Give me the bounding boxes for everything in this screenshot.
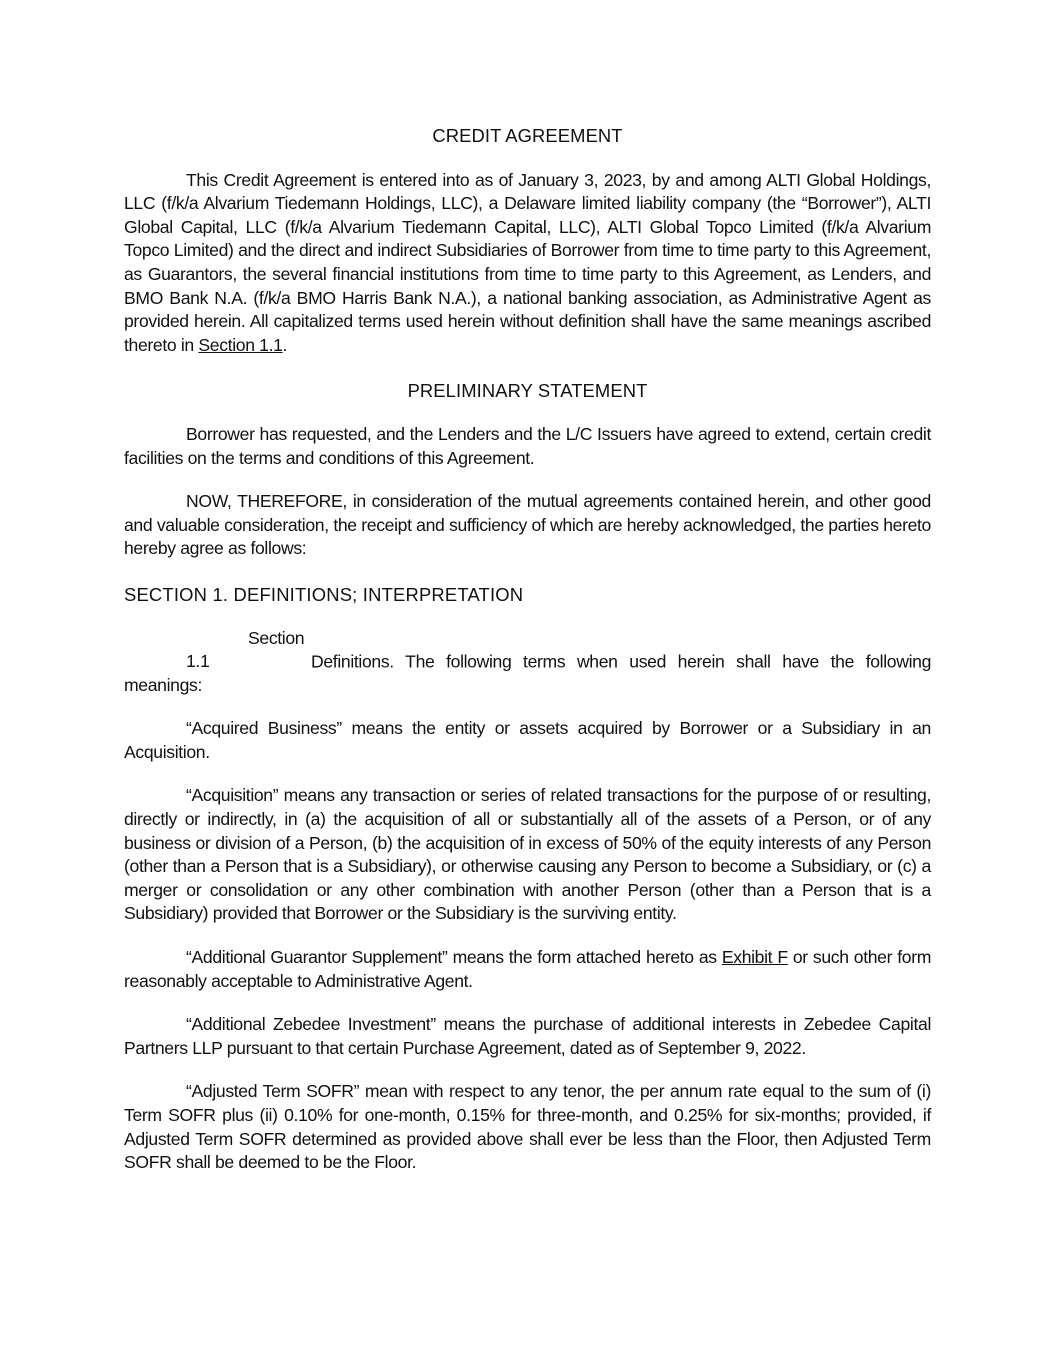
definition-text-end: or such other form reasonably acceptable to Administrative Agent. [124,947,932,991]
definition-acquisition: “Acquisition” means any transaction or series of related transactions for the purpose of or resulting, directly or indirectly, in (a) the acquisition of all or substantially all of the assets of a Person, or of any business or division of a Person, (b) the acquisition of in excess of 50% of the equity interests of any Person (other than a Person that is a Subsidiary), or otherwise causing any Person to become a Subsidiary, or (c) a merger or consolidation or any other combination with another Person (other than a Person that is a Subsidiary) provided that Borrower or the Subsidiary is the surviving entity. [124,785,931,924]
intro-paragraph [124,169,931,358]
document-title: CREDIT AGREEMENT [432,125,623,146]
preliminary-statement-heading: PRELIMINARY STATEMENT [407,380,648,402]
section-1-heading: SECTION 1. DEFINITIONS; INTERPRETATION [124,583,524,605]
definition-acquired-business: “Acquired Business” means the entity or assets acquired by Borrower or a Subsidiary in an Acquisition. [124,718,931,762]
section-1-1-text: Definitions. The following terms when used herein shall have the following meanings: [124,651,931,695]
intro-text-end: . [282,334,288,355]
definition-adjusted-term-sofr: “Adjusted Term SOFR” mean with respect to any tenor, the per annum rate equal to the sum of (i) Term SOFR plus (ii) 0.10% for one-month, 0.15% for three-month, and 0.25% for six-months; provided, if Adjusted Term SOFR determined as provided above shall ever be less than the Floor, then Adjusted Term SOFR shall be deemed to be the Floor. [124,1081,931,1173]
section-1-1-reference-link: Section 1.1 [198,334,283,355]
section-1-1-paragraph [124,627,931,698]
exhibit-f-reference-link: Exhibit F [721,947,788,968]
document-page [124,124,931,1175]
section-1-1-number: Section 1.1 [186,627,305,672]
definition-text: “Additional Guarantor Supplement” means the form attached hereto as [186,947,722,968]
intro-text: This Credit Agreement is entered into as of January 3, 2023, by and among ALTI Global Holdings, LLC (f/k/a Alvarium Tiedemann Holdings, LLC), a Delaware limited liability company (the “Borrower”), ALTI Global Capital, LLC (f/k/a Alvarium Tiedemann Capital, LLC), ALTI Global Topco Limited (f/k/a Alvarium Topco Limited) and the direct and indirect Subsidiaries of Borrower from time to time party to this Agreement, as Guarantors, the several financial institutions from time to time party to this Agreement, as Lenders, and BMO Bank N.A. (f/k/a BMO Harris Bank N.A.), a national banking association, as Administrative Agent as provided herein. All capitalized terms used herein without definition shall have the same meanings ascribed thereto in [124,169,931,355]
definition-additional-zebedee-investment: “Additional Zebedee Investment” means the purchase of additional interests in Zebedee Capital Partners LLP pursuant to that certain Purchase Agreement, dated as of September 9, 2022. [124,1014,931,1058]
now-therefore-paragraph: NOW, THEREFORE, in consideration of the mutual agreements contained herein, and other good and valuable consideration, the receipt and sufficiency of which are hereby acknowledged, the parties hereto hereby agree as follows: [124,491,931,559]
preliminary-statement-paragraph: Borrower has requested, and the Lenders and the L/C Issuers have agreed to extend, certain credit facilities on the terms and conditions of this Agreement. [124,423,931,468]
definition-additional-guarantor-supplement [124,946,931,993]
